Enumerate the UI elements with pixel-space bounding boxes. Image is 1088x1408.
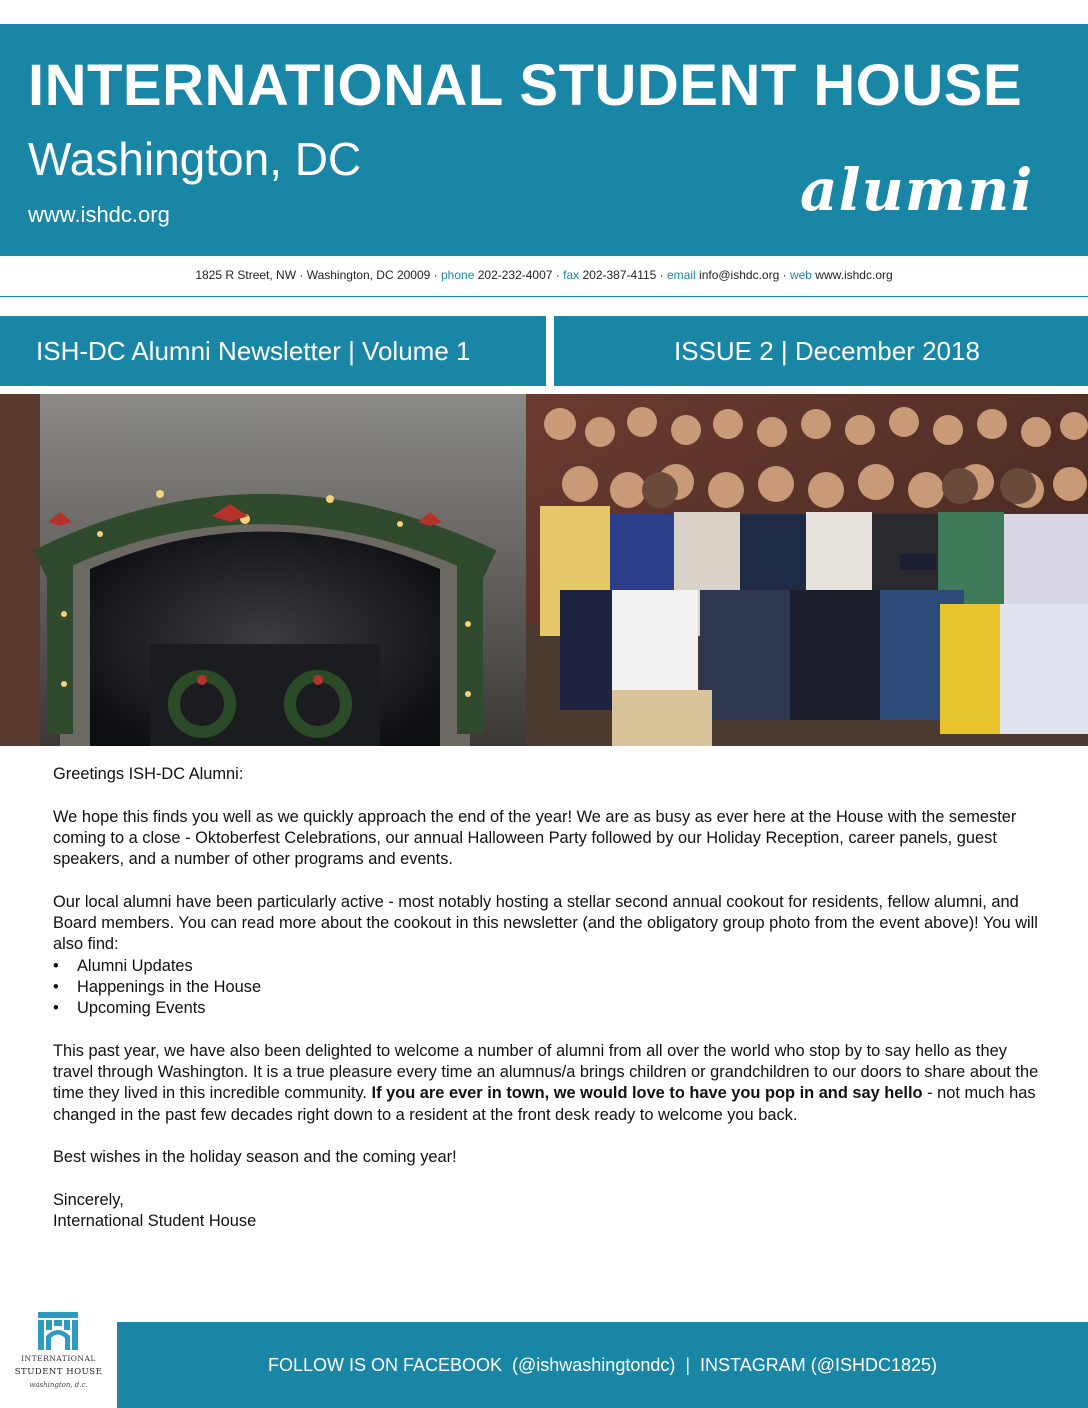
letter-paragraph-2: Our local alumni have been particularly active - most notably hosting a stellar second annual cookout for residents, fellow alumni, and Board members. You can read more about the cookout in this newsletter (and the obligatory group photo from the event above)! You will also find:	[53, 892, 1038, 954]
group-photo	[526, 394, 1088, 746]
bullet: •	[53, 999, 59, 1018]
masthead-url[interactable]: www.ishdc.org	[28, 202, 170, 227]
divider	[0, 296, 1088, 297]
logo-line-3: washington, d.c.	[29, 1381, 88, 1389]
contact-address: 1825 R Street, NW · Washington, DC 20009 ·	[195, 268, 438, 282]
newsletter-volume: ISH-DC Alumni Newsletter | Volume 1	[36, 335, 471, 366]
ish-logo	[0, 1296, 117, 1408]
doorway-photo	[0, 394, 526, 746]
invitation-emphasis: If you are ever in town, we would love to have you pop in and say hello	[371, 1084, 923, 1103]
contact-line	[0, 268, 1088, 282]
list-item: • Happenings in the House	[53, 977, 1043, 998]
logo-line-1: INTERNATIONAL	[21, 1354, 96, 1363]
newsletter-issue-band	[554, 316, 1088, 386]
web-label: web	[789, 268, 812, 282]
letter-body	[53, 764, 1043, 1233]
phone-number: 202-232-4007 ·	[477, 268, 560, 282]
bullet: •	[53, 956, 59, 975]
list-item: • Alumni Updates	[53, 956, 1043, 977]
phone-label: phone	[441, 268, 475, 282]
fax-label: fax	[563, 268, 580, 282]
highlights-list	[53, 956, 1043, 1020]
newsletter-issue: ISSUE 2 | December 2018	[674, 335, 980, 366]
social-links[interactable]: FOLLOW IS ON FACEBOOK (@ishwashingtondc) | INSTAGRAM (@ISHDC1825)	[267, 1354, 938, 1375]
header-photo-collage	[0, 394, 1088, 746]
letter-closing: Sincerely,	[53, 1190, 124, 1209]
letter-signature: International Student House	[53, 1212, 257, 1231]
letter-paragraph-1: We hope this finds you well as we quickly approach the end of the year! We are as busy as ever here at the House with the semester coming to a close - Oktoberfest Celebrations, our annual Halloween Party followed by our Holiday Reception, career panels, guest speakers, and a number of other programs and events.	[53, 807, 1017, 869]
email-label: email	[667, 268, 696, 282]
masthead	[0, 24, 1088, 256]
social-footer	[117, 1322, 1088, 1408]
bullet: •	[53, 977, 59, 996]
masthead-city: Washington, DC	[28, 133, 362, 185]
logo-line-2: STUDENT HOUSE	[14, 1367, 103, 1377]
letter-greeting: Greetings ISH-DC Alumni:	[53, 765, 244, 783]
arch-logo-icon	[38, 1312, 78, 1350]
email-address[interactable]: info@ishdc.org ·	[699, 268, 787, 282]
newsletter-volume-band	[0, 316, 546, 386]
alumni-script-word: alumni	[800, 156, 1034, 224]
letter-paragraph-4: Best wishes in the holiday season and the coming year!	[53, 1148, 457, 1167]
list-item: • Upcoming Events	[53, 998, 1043, 1019]
web-address[interactable]: www.ishdc.org	[815, 268, 893, 282]
masthead-title: INTERNATIONAL STUDENT HOUSE	[28, 53, 1023, 118]
fax-number: 202-387-4115 ·	[582, 268, 664, 282]
letter-paragraph-3: This past year, we have also been delighted to welcome a number of alumni from all over the world who stop by to say hello as they travel through Washington. It is a true pleasure every time an alumnus/a brings children or grandchildren to our doors to share about the time they lived in this incredible community. If you are ever in town, we would love to have you pop in and say hello - not much has changed in the past few decades right down to a resident at the front desk ready to welcome you back.	[53, 1041, 1039, 1124]
